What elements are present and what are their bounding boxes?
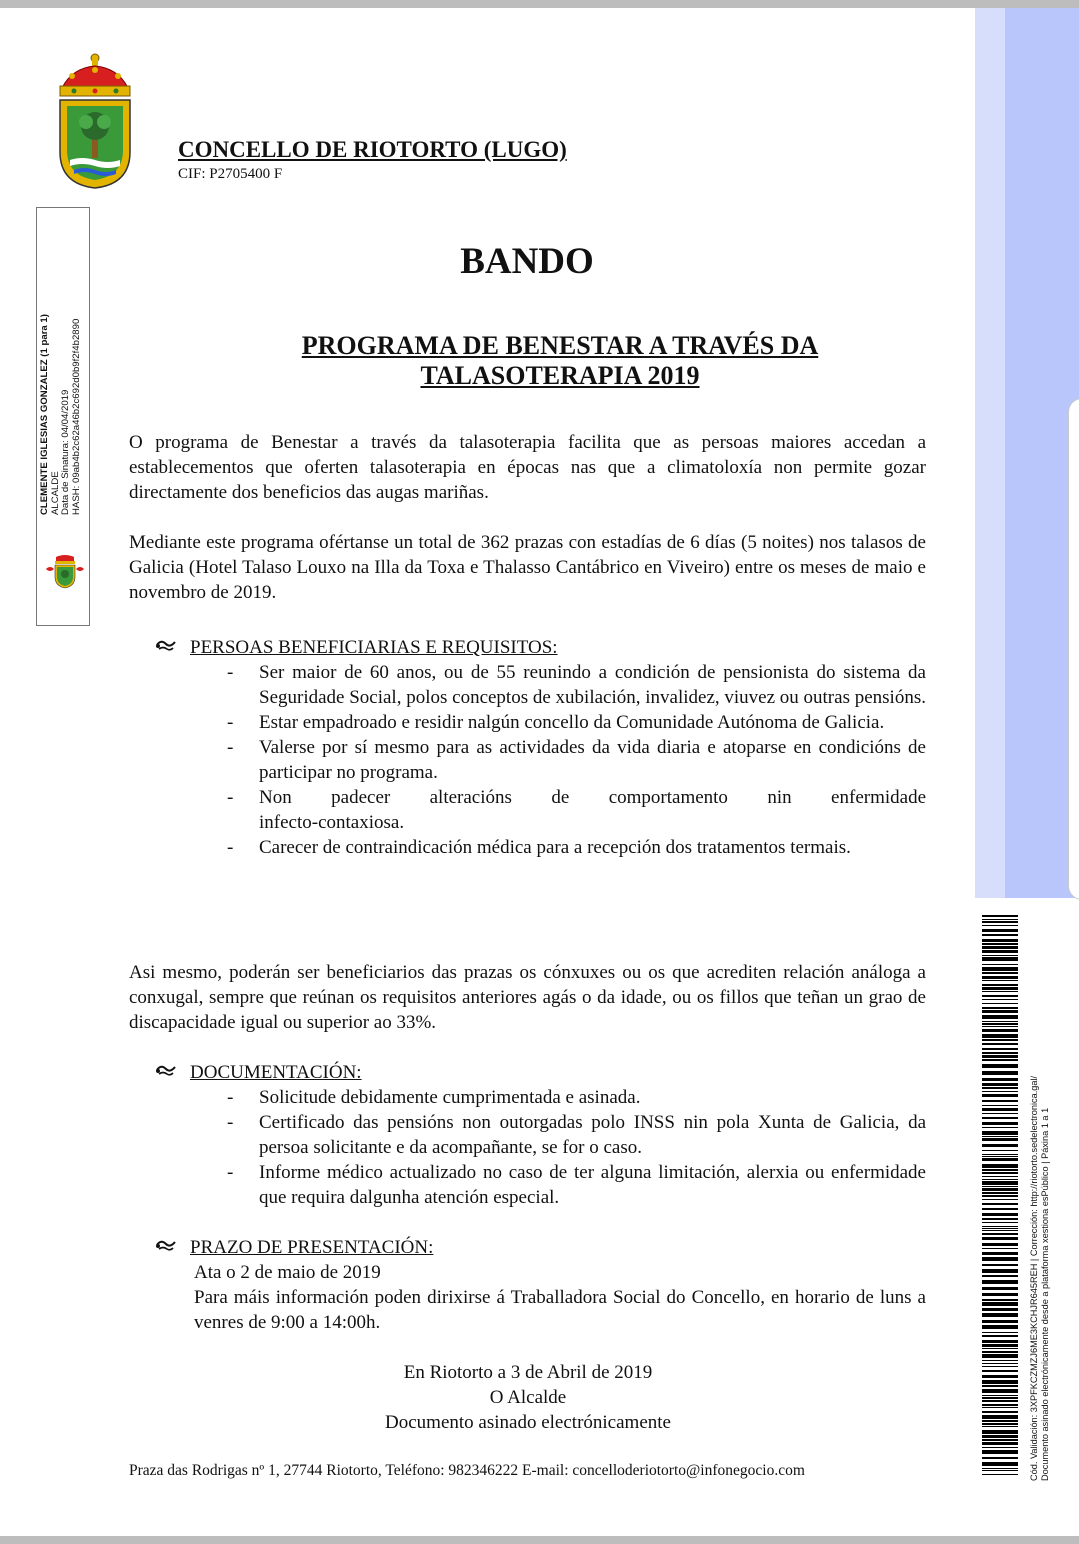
- barcode-bar: [982, 1450, 1018, 1454]
- barcode-bar: [982, 999, 1018, 1000]
- barcode-bar: [982, 1188, 1018, 1191]
- barcode-bar: [982, 1172, 1018, 1174]
- barcode-bar: [982, 1222, 1018, 1223]
- barcode-bar: [982, 939, 1018, 942]
- barcode-bar: [982, 946, 1018, 949]
- barcode-bar: [982, 1325, 1018, 1329]
- barcode-bar: [982, 919, 1018, 920]
- barcode-bar: [982, 921, 1018, 923]
- deadline-section: [155, 1235, 926, 1335]
- barcode-bar: [982, 1293, 1018, 1296]
- barcode-bar: [982, 1039, 1018, 1041]
- barcode-bar: [982, 1389, 1018, 1393]
- barcode-bar: [982, 1354, 1018, 1358]
- barcode-bar: [982, 1131, 1018, 1135]
- barcode-bar: [982, 1264, 1018, 1266]
- coat-of-arms-icon: [52, 52, 138, 190]
- barcode-bar: [982, 1100, 1018, 1102]
- barcode-bar: [982, 1138, 1018, 1141]
- barcode-bar: [982, 1370, 1018, 1372]
- barcode-bar: [982, 1154, 1018, 1155]
- barcode-bar: [982, 1164, 1018, 1168]
- barcode-bar: [982, 1320, 1018, 1323]
- barcode-bar: [982, 1447, 1018, 1448]
- scroll-handle[interactable]: [1068, 398, 1079, 900]
- barcode-bar: [982, 1021, 1018, 1022]
- signature-role: ALCALDE: [49, 471, 61, 515]
- barcode-bar: [982, 1411, 1018, 1413]
- subtitle-line-1: PROGRAMA DE BENESTAR A TRAVÉS DA: [301, 331, 819, 360]
- barcode-bar: [982, 1332, 1018, 1333]
- barcode-bar: [982, 1078, 1018, 1081]
- barcode-bar: [982, 1360, 1018, 1361]
- barcode-bar: [982, 1257, 1018, 1261]
- barcode-bar: [982, 1023, 1018, 1025]
- documentation-heading: DOCUMENTACIÓN:: [190, 1062, 362, 1083]
- barcode-bar: [982, 1048, 1018, 1050]
- barcode-bar: [982, 1313, 1018, 1317]
- barcode-bar: [982, 1034, 1018, 1038]
- subtitle-line-2: TALASOTERAPIA 2019: [420, 361, 700, 390]
- barcode-bar: [982, 1199, 1018, 1200]
- barcode-bar: [982, 1423, 1018, 1425]
- barcode-bar: [982, 1083, 1018, 1086]
- barcode-bar: [982, 991, 1018, 992]
- barcode-bar: [982, 1269, 1018, 1273]
- barcode-bar: [982, 943, 1018, 945]
- coat-of-arms-icon: [42, 553, 88, 589]
- barcode-bar: [982, 1108, 1018, 1111]
- barcode-bar: [982, 1064, 1018, 1068]
- municipality-title: CONCELLO DE RIOTORTO (LUGO): [178, 137, 567, 162]
- barcode-bar: [982, 1127, 1018, 1128]
- viewer-top-bar: [0, 0, 1079, 8]
- barcode-bar: [982, 1407, 1018, 1408]
- list-item: - Carecer de contraindicación médica para a recepción dos tratamentos termais.: [227, 837, 851, 858]
- barcode-bar: [982, 1195, 1018, 1197]
- barcode-bar: [982, 1179, 1018, 1180]
- barcode-bar: [982, 1275, 1018, 1277]
- barcode-bar: [982, 1015, 1018, 1019]
- barcode-bar: [982, 1400, 1018, 1402]
- barcode-bar: [982, 1335, 1018, 1337]
- barcode-bar: [982, 1308, 1018, 1311]
- barcode-bar: [982, 1043, 1018, 1045]
- barcode-bar: [982, 1380, 1018, 1384]
- barcode-bar: [982, 1218, 1018, 1220]
- barcode-bar: [982, 1385, 1018, 1387]
- barcode-bar: [982, 1420, 1018, 1422]
- barcode-bar: [982, 1144, 1018, 1147]
- side-panel-highlight: [975, 8, 1005, 898]
- barcode-bar: [982, 1363, 1018, 1364]
- barcode-bar: [982, 1404, 1018, 1406]
- requirements-heading: PERSOAS BENEFICIARIAS E REQUISITOS:: [190, 637, 558, 658]
- barcode-bar: [982, 980, 1018, 981]
- barcode-bar: [982, 1059, 1018, 1061]
- documentation-section: [155, 1060, 926, 1210]
- barcode-bar: [982, 934, 1018, 936]
- barcode-bar: [982, 1435, 1018, 1438]
- barcode-bar: [982, 1243, 1018, 1246]
- barcode-bar: [982, 1105, 1018, 1106]
- barcode-icon: [982, 915, 1018, 1475]
- requirements-section: [155, 635, 926, 860]
- barcode-bar: [982, 957, 1018, 961]
- barcode-bar: [982, 1351, 1018, 1353]
- barcode-bar: [982, 1150, 1018, 1151]
- fleuron-bullet-icon: [155, 1062, 177, 1078]
- barcode-bar: [982, 929, 1018, 932]
- deadline-date: Ata o 2 de maio de 2019: [194, 1262, 381, 1283]
- barcode-bar: [982, 1136, 1018, 1137]
- signature-text: [40, 275, 82, 515]
- barcode-bar: [982, 1186, 1018, 1187]
- barcode-bar: [982, 1158, 1018, 1161]
- barcode-bar: [982, 1003, 1018, 1004]
- barcode-bar: [982, 1203, 1018, 1205]
- barcode-bar: [982, 1026, 1018, 1027]
- validation-text: [1029, 881, 1051, 1481]
- barcode-bar: [982, 1299, 1018, 1301]
- intro-paragraph: O programa de Benestar a través da talasoterapia facilita que as persoas maiores accedan a establecementos que oferten talasoterapia en épocas nas que a climatoloxía non permite gozar directamente dos beneficios das augas mariñas.: [129, 432, 926, 503]
- barcode-bar: [982, 1156, 1018, 1157]
- tax-id: CIF: P2705400 F: [178, 166, 283, 182]
- barcode-bar: [982, 1226, 1018, 1227]
- barcode-bar: [982, 1113, 1018, 1114]
- barcode-bar: [982, 1094, 1018, 1097]
- closing-signer: O Alcalde: [489, 1387, 567, 1408]
- list-item: - Certificado das pensións non outorgadas polo INSS nin pola Xunta de Galicia, da persoa solicitante e da acompañante, se for o caso.: [227, 1112, 926, 1158]
- validation-line-2: Documento asinado electrónicamente desde a plataforma xestiona esPúblico | Páxina 1 a 1: [1040, 1107, 1050, 1481]
- barcode-bar: [982, 1230, 1018, 1231]
- barcode-bar: [982, 976, 1018, 979]
- list-item: - Non padecer alteracións de comportamento nin enfermidade infecto-contaxiosa.: [227, 787, 926, 833]
- list-item: - Valerse por sí mesmo para as actividades da vida diaria e atoparse en condicións de participar no programa.: [227, 737, 926, 783]
- barcode-bar: [982, 1287, 1018, 1290]
- document-title: BANDO: [460, 241, 594, 282]
- barcode-bar: [982, 984, 1018, 986]
- barcode-bar: [982, 1395, 1018, 1396]
- barcode-bar: [982, 1375, 1018, 1378]
- offer-paragraph: Mediante este programa ofértanse un total de 362 prazas con estadías de 6 días (5 noites) nos talasos de Galicia (Hotel Talaso Louxo na Illa da Toxa e Thalasso Cantábrico en Viveiro) entre os meses de maio e novembro de 2019.: [129, 532, 926, 603]
- closing-note: Documento asinado electrónicamente: [385, 1412, 671, 1433]
- barcode-bar: [982, 1248, 1018, 1249]
- barcode-bar: [982, 1091, 1018, 1092]
- barcode-bar: [982, 964, 1018, 965]
- signature-signer: CLEMENTE IGLESIAS GONZALEZ (1 para 1): [39, 314, 50, 515]
- barcode-bar: [982, 1442, 1018, 1445]
- barcode-bar: [982, 1237, 1018, 1240]
- barcode-bar: [982, 1208, 1018, 1210]
- list-item: - Ser maior de 60 anos, ou de 55 reunindo a condición de pensionista do sistema da Seguridade Social, polos conceptos de xubilación, invalidez, viuvez ou outras pensións.: [227, 662, 926, 708]
- barcode-bar: [982, 1176, 1018, 1177]
- barcode-bar: [982, 1430, 1018, 1434]
- barcode-bar: [982, 1302, 1018, 1306]
- deadline-heading: PRAZO DE PRESENTACIÓN:: [190, 1237, 434, 1258]
- closing-place-date: En Riotorto a 3 de Abril de 2019: [403, 1362, 653, 1383]
- barcode-bar: [982, 1344, 1018, 1347]
- fleuron-bullet-icon: [155, 1237, 177, 1253]
- barcode-bar: [982, 967, 1018, 971]
- barcode-bar: [982, 1468, 1018, 1469]
- validation-line-1: Cód. Validación: 3XPFKCZMZJ6ME3KCHJR645REH | Corrección: http://riotorto.sedelectronica.gal/: [1029, 1075, 1039, 1481]
- deadline-info: Para máis información poden dirixirse á Traballadora Social do Concello, en horario de luns a venres de 9:00 a 14:00h.: [194, 1287, 926, 1333]
- footer-address: Praza das Rodrigas nº 1, 27744 Riotorto, Teléfono: 982346222 E-mail: concelloderiotorto@infonegocio.com: [129, 1462, 805, 1479]
- list-item: - Solicitude debidamente cumprimentada e asinada.: [227, 1087, 641, 1108]
- barcode-bar: [982, 915, 1018, 917]
- barcode-bar: [982, 1071, 1018, 1075]
- barcode-bar: [982, 1010, 1018, 1013]
- spouses-paragraph: Asi mesmo, poderán ser beneficiarios das prazas os cónxuxes ou os que acrediten relación análoga a conxugal, sempre que reúnan os requisitos anteriores agás o da idade, ou os fillos que teñan un grao de discapacidade igual ou superior ao 33%.: [129, 962, 926, 1033]
- barcode-bar: [982, 1029, 1018, 1032]
- barcode-bar: [982, 1439, 1018, 1441]
- barcode-bar: [982, 1181, 1018, 1185]
- barcode-bar: [982, 1228, 1018, 1229]
- barcode-bar: [982, 1340, 1018, 1343]
- barcode-bar: [982, 1169, 1018, 1171]
- barcode-bar: [982, 1462, 1018, 1466]
- barcode-bar: [982, 995, 1018, 997]
- barcode-bar: [982, 987, 1018, 990]
- barcode-bar: [982, 1366, 1018, 1367]
- document-subtitle: [230, 331, 890, 391]
- barcode-bar: [982, 1426, 1018, 1427]
- barcode-bar: [982, 955, 1018, 956]
- barcode-bar: [982, 1470, 1018, 1471]
- barcode-bar: [982, 1052, 1018, 1054]
- barcode-bar: [982, 1233, 1018, 1235]
- barcode-bar: [982, 1213, 1018, 1216]
- barcode-bar: [982, 925, 1018, 926]
- closing-block: [230, 1360, 826, 1435]
- barcode-bar: [982, 1252, 1018, 1255]
- barcode-bar: [982, 1348, 1018, 1349]
- signature-date: Data de Sinatura: 04/04/2019: [60, 389, 72, 515]
- viewer-bottom-bar: [0, 1536, 1079, 1544]
- barcode-bar: [982, 1117, 1018, 1119]
- signature-hash: HASH: 09ab4b2c62a46b2c692d0b9f2f4b2890: [70, 318, 82, 515]
- barcode-bar: [982, 950, 1018, 953]
- barcode-bar: [982, 1055, 1018, 1058]
- barcode-bar: [982, 1474, 1018, 1475]
- barcode-bar: [982, 1397, 1018, 1399]
- barcode-bar: [982, 1122, 1018, 1125]
- barcode-bar: [982, 1457, 1018, 1459]
- barcode-bar: [982, 1280, 1018, 1284]
- barcode-bar: [982, 1415, 1018, 1419]
- list-item: - Informe médico actualizado no caso de ter alguna limitación, alerxia ou enfermidade que requira dalgunha atención especial.: [227, 1162, 926, 1208]
- barcode-bar: [982, 972, 1018, 974]
- barcode-bar: [982, 1087, 1018, 1089]
- fleuron-bullet-icon: [155, 637, 177, 653]
- barcode-bar: [982, 1192, 1018, 1194]
- barcode-bar: [982, 1007, 1018, 1009]
- list-item: - Estar empadroado e residir nalgún concello da Comunidade Autónoma de Galicia.: [227, 712, 885, 733]
